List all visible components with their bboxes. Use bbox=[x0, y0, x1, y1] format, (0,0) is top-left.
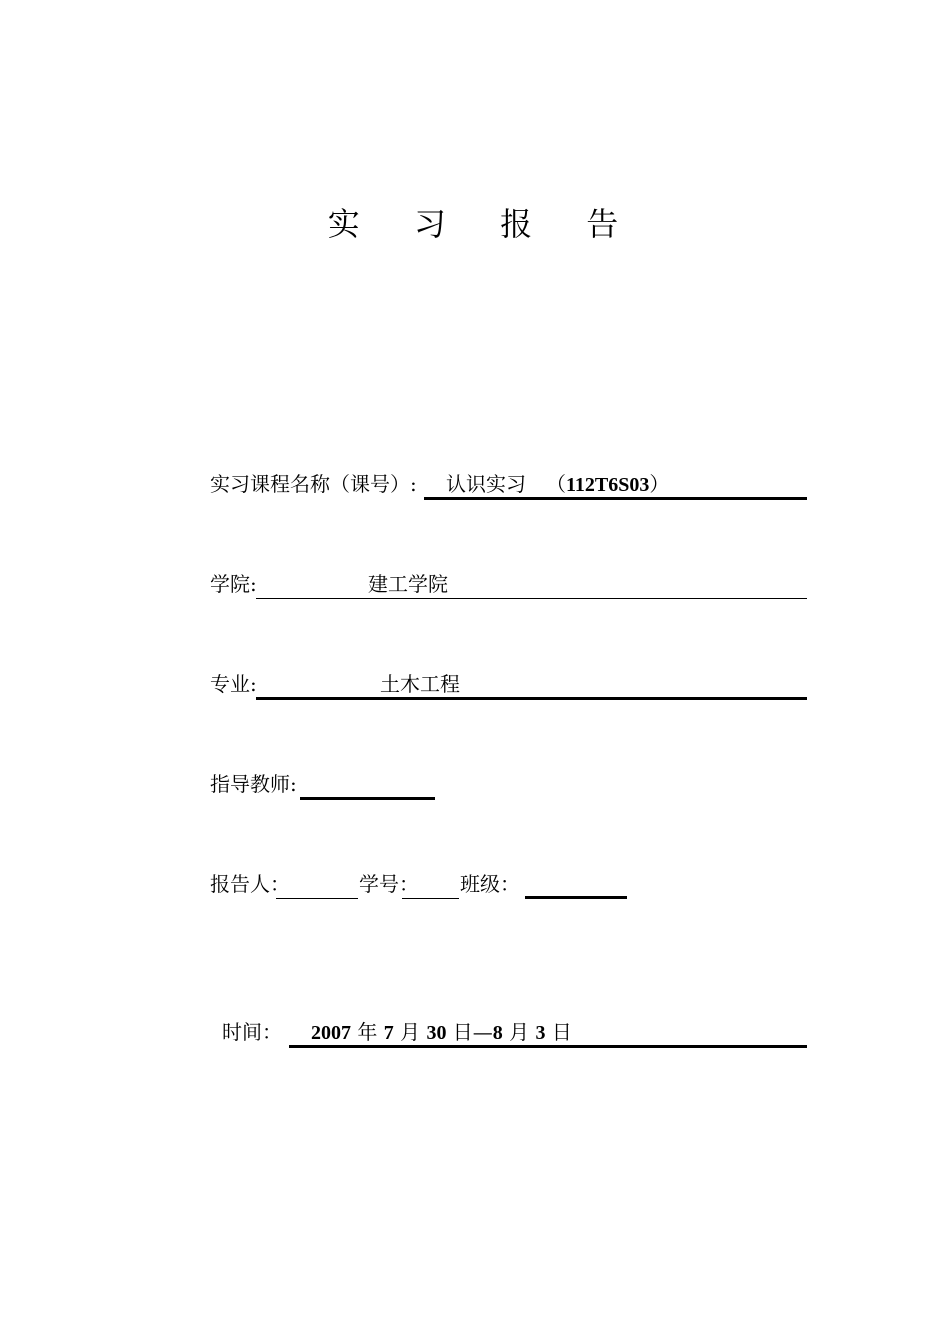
college-row bbox=[210, 568, 810, 600]
page-title: 实 习 报 告 bbox=[327, 205, 641, 243]
major-label: 专业: bbox=[210, 672, 257, 696]
student-id-underline bbox=[402, 898, 459, 899]
course-underline bbox=[424, 497, 807, 500]
reporter-row bbox=[210, 868, 810, 900]
course-name: 认识实习 bbox=[446, 472, 526, 496]
class-underline bbox=[525, 896, 627, 899]
advisor-row bbox=[210, 768, 810, 800]
college-label: 学院: bbox=[210, 572, 257, 596]
college-value: 建工学院 bbox=[368, 572, 448, 596]
reporter-underline bbox=[276, 898, 358, 899]
advisor-underline bbox=[300, 797, 435, 800]
major-underline bbox=[256, 697, 807, 700]
time-label: 时间： bbox=[222, 1020, 282, 1044]
class-label: 班级： bbox=[460, 872, 520, 896]
course-row bbox=[210, 468, 810, 500]
college-underline bbox=[256, 598, 807, 599]
major-row bbox=[210, 668, 810, 700]
student-id-label: 学号： bbox=[359, 872, 419, 896]
advisor-label: 指导教师: bbox=[210, 772, 297, 796]
time-value: 2007 年 7 月 30 日—8 月 3 日 bbox=[311, 1020, 572, 1044]
course-label: 实习课程名称（课号）: bbox=[210, 472, 417, 496]
time-underline bbox=[289, 1045, 807, 1048]
course-code: （112T6S03） bbox=[546, 472, 670, 496]
reporter-label: 报告人： bbox=[210, 872, 290, 896]
major-value: 土木工程 bbox=[380, 672, 460, 696]
time-row bbox=[222, 1016, 812, 1048]
